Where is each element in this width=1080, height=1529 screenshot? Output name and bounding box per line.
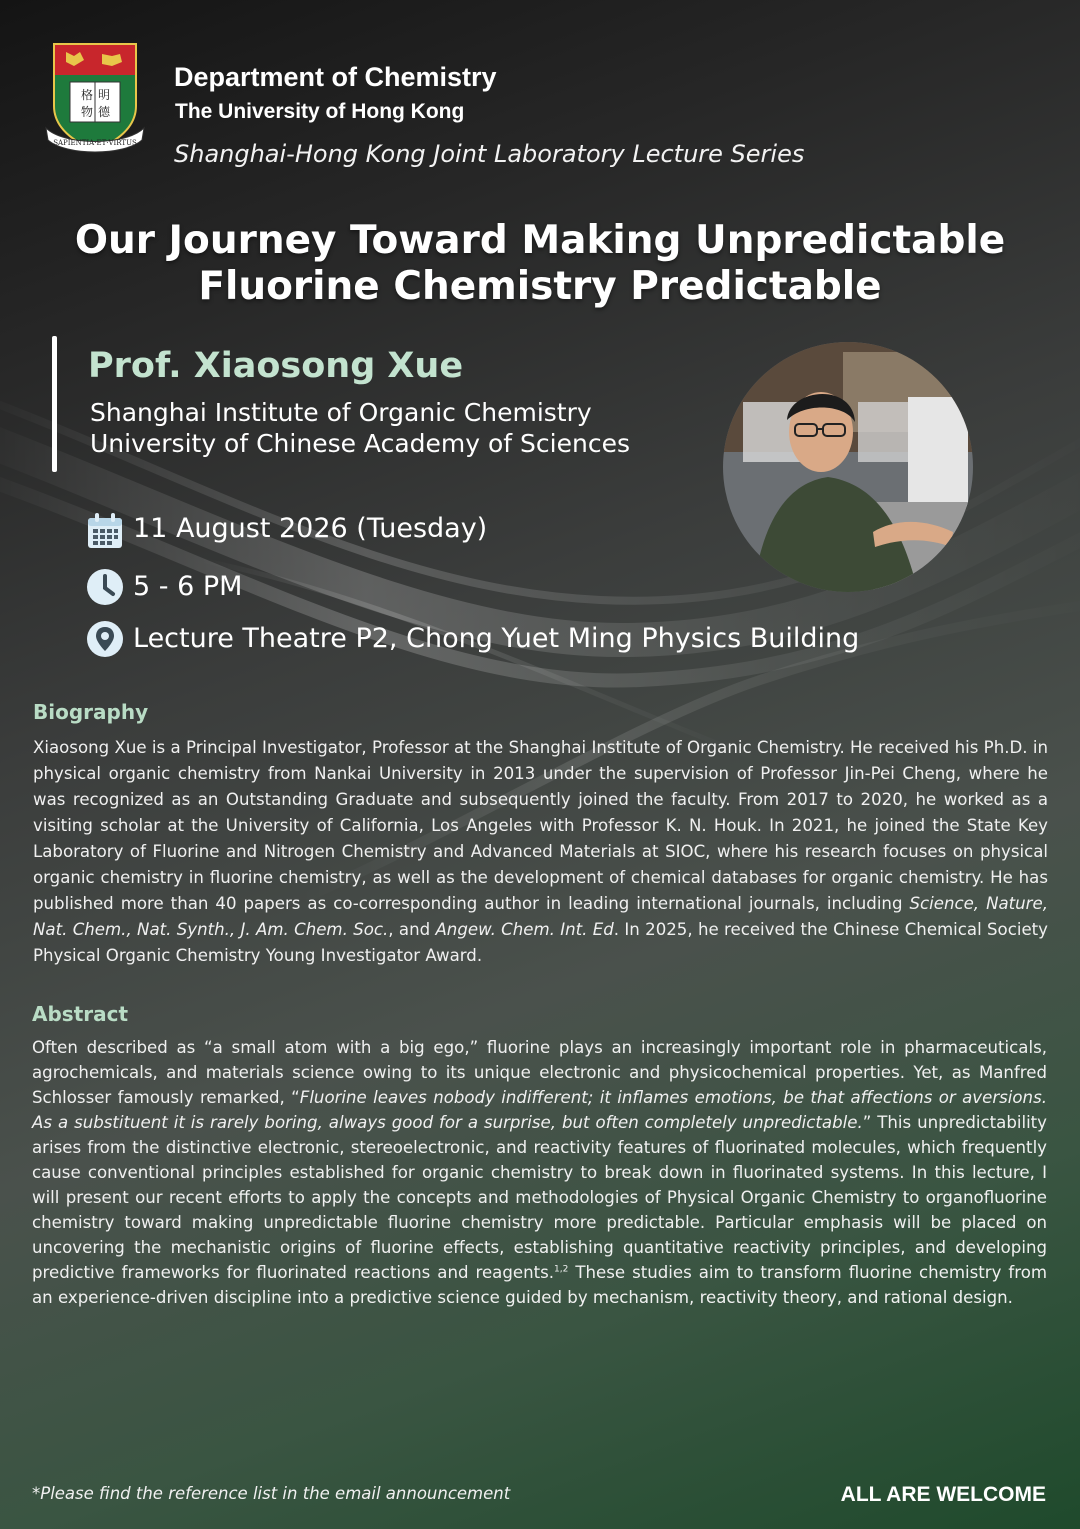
abstract-heading: Abstract (32, 1002, 129, 1026)
speaker-affiliation-1: Shanghai Institute of Organic Chemistry (90, 398, 592, 427)
speaker-accent-bar (52, 336, 57, 472)
lecture-title-line-2: Fluorine Chemistry Predictable (198, 264, 882, 309)
speaker-photo (723, 342, 973, 592)
event-time: 5 - 6 PM (133, 571, 243, 602)
lecture-title (0, 218, 1080, 310)
lecture-series-name: Shanghai-Hong Kong Joint Laboratory Lecture Series (174, 140, 805, 168)
svg-text:SAPIENTIA·ET·VIRTUS: SAPIENTIA·ET·VIRTUS (53, 139, 137, 147)
university-name: The University of Hong Kong (175, 100, 465, 123)
biography-text: Xiaosong Xue is a Principal Investigator, Professor at the Shanghai Institute of Organic Chemistry. He received his Ph.D. in physical organic chemistry from Nankai University in 2013 under the supervision of Professor Jin-Pei Cheng, where he was recognized as an Outstanding Graduate and subsequently joined the faculty. From 2017 to 2020, he worked as a visiting scholar at the University of California, Los Angeles with Professor K. N. Houk. In 2021, he joined the State Key Laboratory of Fluorine and Nitrogen Chemistry and Advanced Materials at SIOC, where his research focuses on physical organic chemistry in fluorine chemistry, as well as the development of chemical databases for organic chemistry. He has published more than 40 papers as co-corresponding author in leading international journals, including Science, Nature, Nat. Chem., Nat. Synth., J. Am. Chem. Soc., and Angew. Chem. Int. Ed. In 2025, he received the Chinese Chemical Society Physical Organic Chemistry Young Investigator Award. (33, 738, 1048, 965)
speaker-name: Prof. Xiaosong Xue (88, 346, 464, 386)
calendar-icon (86, 512, 124, 550)
clock-icon (86, 568, 124, 606)
location-pin-icon (86, 620, 124, 658)
all-welcome-label: ALL ARE WELCOME (840, 1483, 1046, 1506)
lecture-title-line-1: Our Journey Toward Making Unpredictable (74, 218, 1006, 263)
reference-footnote: *Please find the reference list in the email announcement (32, 1484, 511, 1503)
abstract-text: Often described as “a small atom with a big ego,” fluorine plays an increasingly important role in pharmaceuticals, agrochemicals, and materials science owing to its unique electronic and physicochemical properties. Yet, as Manfred Schlosser famously remarked, “Fluorine leaves nobody indifferent; it inflames emotions, be that affections or aversions. As a substituent it is rarely boring, always good for a surprise, but often completely unpredictable.” This unpredictability arises from the distinctive electronic, stereoelectronic, and reactivity features of fluorinated molecules, which frequently cause conventional principles established for organic chemistry to break down in fluorinated systems. In this lecture, I will present our recent efforts to apply the concepts and methodologies of Physical Organic Chemistry to organofluorine chemistry toward making unpredictable fluorine chemistry more predictable. Particular emphasis will be placed on uncovering the mechanistic origins of fluorine effects, establishing quantitative reactivity principles, and developing predictive frameworks for fluorinated reactions and reagents.$^{1,2}$ These studies aim to transform fluorine chemistry from an experience-driven discipline into a predictive science guided by mechanism, reactivity theory, and rational design. (32, 1038, 1048, 1307)
biography-heading: Biography (33, 700, 149, 724)
svg-text:明: 明 (98, 88, 111, 102)
event-location: Lecture Theatre P2, Chong Yuet Ming Physics Building (133, 623, 860, 654)
svg-text:格: 格 (81, 88, 94, 102)
svg-text:物: 物 (81, 105, 94, 119)
hku-crest-logo (44, 42, 146, 156)
department-name: Department of Chemistry (174, 62, 497, 92)
event-date: 11 August 2026 (Tuesday) (133, 513, 488, 544)
svg-text:德: 德 (98, 105, 111, 119)
speaker-affiliation-2: University of Chinese Academy of Sciences (90, 429, 630, 458)
